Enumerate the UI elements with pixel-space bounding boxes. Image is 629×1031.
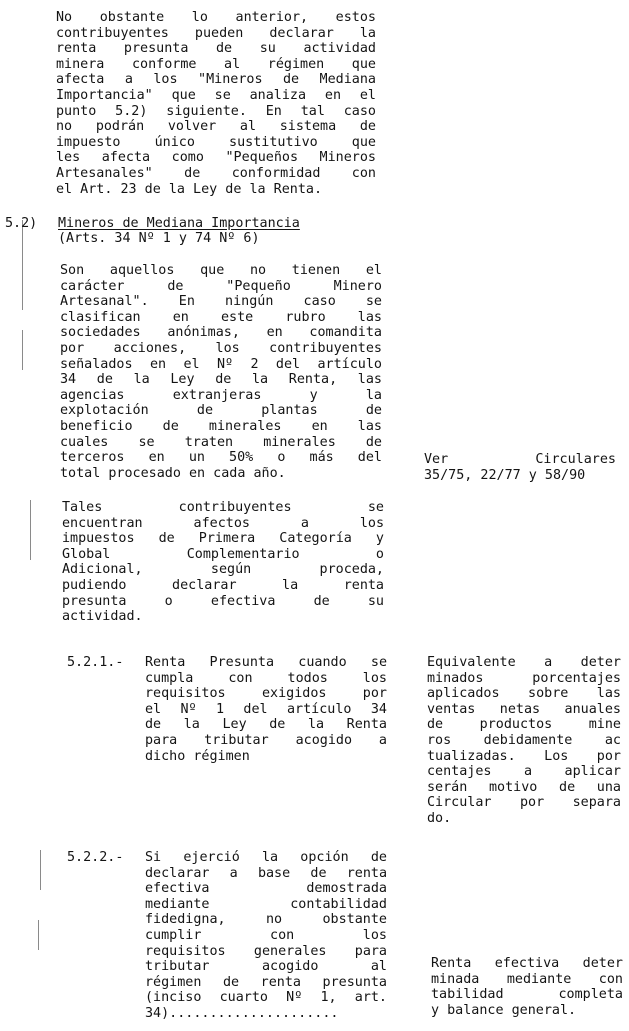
text-line: el Art. 23 de la Ley de la Renta. — [56, 181, 323, 197]
text-line: actividad. — [62, 609, 143, 625]
note-line: Ver Circulares — [424, 452, 616, 467]
text-line: declarar a base de renta — [145, 865, 387, 881]
text-line: cumpla con todos los — [145, 670, 387, 686]
note-line: y balance general. — [431, 1002, 577, 1018]
section-subtitle: (Arts. 34 Nº 1 y 74 Nº 6) — [58, 231, 260, 246]
text-line: mediante contabilidad — [145, 896, 387, 912]
item-5-2-1-number: 5.2.1.- — [67, 655, 124, 670]
text-line: Adicional, según proceda, — [62, 562, 384, 578]
note-line: serán motivo de una — [427, 779, 621, 795]
text-line: el Nº 1 del artículo 34 — [145, 701, 387, 717]
note-line: centajes a aplicar — [427, 764, 621, 780]
text-line: encuentran afectos a los — [62, 515, 384, 531]
item-5-2-2-number: 5.2.2.- — [67, 850, 124, 865]
text-line: pudiendo declarar la renta — [62, 577, 384, 593]
text-line: terceros en un 50% o más del — [60, 450, 382, 466]
note-line: Renta efectiva deter — [431, 956, 623, 971]
text-line: señalados en el Nº 2 del artículo — [60, 356, 382, 372]
note-line: 35/75, 22/77 y 58/90 — [424, 467, 586, 483]
text-line: 34)..................... — [145, 1005, 339, 1021]
note-line: tualizadas. Los por — [427, 748, 621, 764]
text-line: requisitos exigidos por — [145, 686, 387, 702]
item-5-2-2-text — [145, 850, 387, 1022]
definition-paragraph — [60, 263, 382, 481]
margin-note-equivalente — [427, 655, 621, 827]
taxes-paragraph — [62, 500, 384, 625]
text-line: renta presunta de su actividad — [56, 41, 376, 57]
text-line: punto 5.2) siguiente. En tal caso — [56, 103, 376, 119]
note-line: de productos mine — [427, 717, 621, 733]
text-line: de la Ley de la Renta — [145, 717, 387, 733]
note-line: ventas netas anuales — [427, 701, 621, 717]
scan-mark — [38, 920, 39, 950]
text-line: afecta a los "Mineros de Mediana — [56, 72, 376, 88]
text-line: agencias extranjeras y la — [60, 387, 382, 403]
text-line: Renta Presunta cuando se — [145, 655, 387, 670]
text-line: 34 de la Ley de la Renta, las — [60, 372, 382, 388]
note-line: ros debidamente ac — [427, 732, 621, 748]
item-5-2-1-text — [145, 655, 387, 764]
text-line: no podrán volver al sistema de — [56, 119, 376, 135]
text-line: minera conforme al régimen que — [56, 56, 376, 72]
text-line: contribuyentes pueden declarar la — [56, 25, 376, 41]
text-line: (inciso cuarto Nº 1, art. — [145, 990, 387, 1006]
text-line: Tales contribuyentes se — [62, 500, 384, 515]
note-line: do. — [427, 810, 452, 826]
text-line: Son aquellos que no tienen el — [60, 263, 382, 278]
text-line: dicho régimen — [145, 748, 250, 764]
section-number: 5.2) — [5, 216, 38, 231]
scan-mark — [40, 850, 41, 890]
note-line: Circular por separa — [427, 795, 621, 811]
text-line: impuestos de Primera Categoría y — [62, 531, 384, 547]
scan-mark — [22, 330, 23, 370]
margin-note-renta-efectiva — [431, 956, 623, 1018]
text-line: requisitos generales para — [145, 943, 387, 959]
margin-note-circulares — [424, 452, 616, 483]
text-line: total procesado en cada año. — [60, 465, 286, 481]
text-line: Artesanales" de conformidad con — [56, 165, 376, 181]
scan-mark — [22, 220, 23, 310]
text-line: les afecta como "Pequeños Mineros — [56, 150, 376, 166]
note-line: aplicados sobre las — [427, 686, 621, 702]
note-line: tabilidad completa — [431, 987, 623, 1003]
text-line: régimen de renta presunta — [145, 974, 387, 990]
intro-paragraph — [56, 10, 376, 197]
text-line: por acciones, los contribuyentes — [60, 340, 382, 356]
text-line: cumplir con los — [145, 927, 387, 943]
text-line: presunta o efectiva de su — [62, 593, 384, 609]
text-line: Importancia" que se analiza en el — [56, 87, 376, 103]
note-line: minados porcentajes — [427, 670, 621, 686]
text-line: cuales se traten minerales de — [60, 434, 382, 450]
text-line: tributar acogido al — [145, 959, 387, 975]
text-line: No obstante lo anterior, estos — [56, 10, 376, 25]
text-line: para tributar acogido a — [145, 732, 387, 748]
text-line: beneficio de minerales en las — [60, 418, 382, 434]
text-line: efectiva demostrada — [145, 881, 387, 897]
text-line: explotación de plantas de — [60, 403, 382, 419]
text-line: Global Complementario o — [62, 546, 384, 562]
text-line: impuesto único sustitutivo que — [56, 134, 376, 150]
text-line: Artesanal". En ningún caso se — [60, 294, 382, 310]
note-line: minada mediante con — [431, 971, 623, 987]
text-line: Si ejerció la opción de — [145, 850, 387, 865]
text-line: fidedigna, no obstante — [145, 912, 387, 928]
text-line: clasifican en este rubro las — [60, 309, 382, 325]
note-line: Equivalente a deter — [427, 655, 621, 670]
section-title: Mineros de Mediana Importancia — [58, 216, 300, 231]
text-line: sociedades anónimas, en comandita — [60, 325, 382, 341]
text-line: carácter de "Pequeño Minero — [60, 278, 382, 294]
scan-mark — [30, 500, 31, 560]
